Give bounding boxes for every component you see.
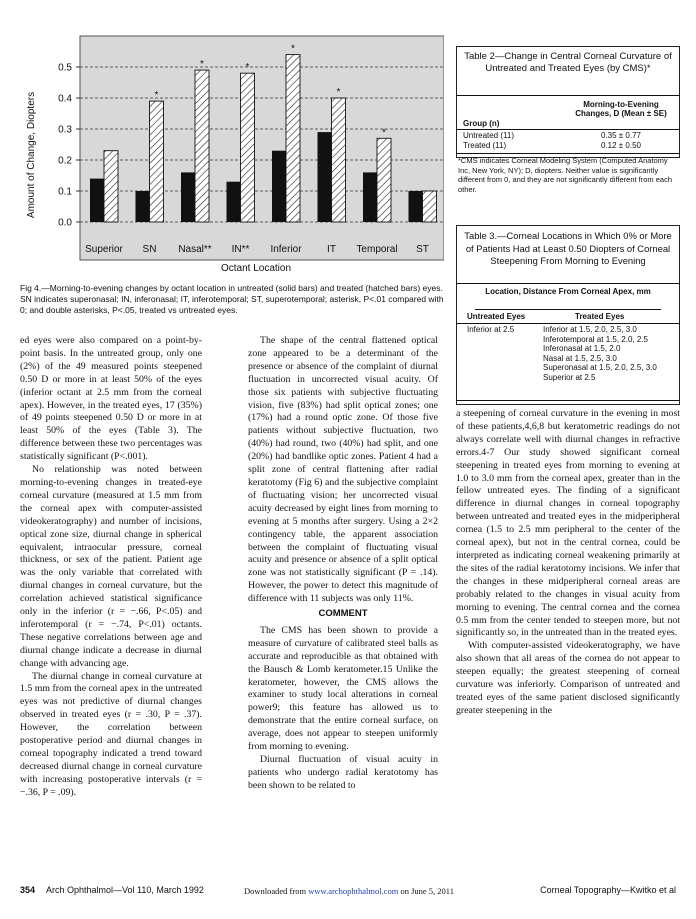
page-number: 354 [20, 885, 36, 895]
list-item: Superior at 2.5 [543, 372, 596, 382]
bar-untreated [227, 182, 241, 222]
x-tick-label: Inferior [270, 244, 302, 255]
paragraph: The diurnal change in corneal curvature at 1.5 mm from the corneal apex in the untreated eyes was not predictive of diurnal changes observed in treated eyes (r = .30, P = .37). However, the correlation between postoperative period and diurnal changes in corneal topography indicated a trend toward decreased diurnal change in corneal curvature with increasing postoperative intervals (r = −.36, P = .09). [20, 670, 202, 798]
x-tick-label: IT [327, 244, 336, 255]
table-cell: 0.35 ± 0.77 [601, 131, 641, 140]
x-tick-label: Temporal [356, 244, 398, 255]
y-tick-label: 0.2 [58, 155, 72, 167]
bar-untreated [409, 191, 423, 222]
x-tick-label: SN [142, 244, 157, 255]
paragraph: a steepening of corneal curvature in the evening in most of these patients,4,6,8 but keratometric readings do not always correlate well with diurnal changes in refractive errors.4-7 Our study showed significant corneal steepening in treated eyes from morning to evening at 1.0 to 3.0 mm from the corneal apex, greater than in the fellow untreated eyes. The finding of a significant difference in diurnal changes in corneal topography between untreated and treated eyes in the midperipheral cornea (1.5 to 2.5 mm peripheral to the center of the corneal apex), but not in the central cornea, could be interpreted as indicating corneal weakening primarily at the sites of the radial keratotomy incisions. We infer that the changes in these midperipheral corneal areas are probably related to the changes in visual acuity from morning to evening. The central cornea and the cornea 0.5 mm from the center tended to steepen more, but not significantly so, in the untreated than in the treated eyes. [456, 408, 680, 639]
table-3-col1-header: Untreated Eyes [467, 312, 526, 321]
table-3 [456, 225, 680, 405]
bar-treated [286, 55, 300, 222]
paragraph: ed eyes were also compared on a point-by-point basis. In the untreated group, only one (2%) of the 49 measured points steepened 0.50 D or more in at least 50% of the eyes (inferior octant at 2.5 mm from the corneal apex). However, in the treated eyes, 17 (35%) of 49 points steepened 0.50 D or more in at least 50% of the eyes (Table 3). The difference between these two percentages was statistically significant (P<.001). [20, 335, 202, 463]
bar-untreated [272, 151, 286, 222]
y-tick-label: 0.1 [58, 186, 72, 198]
table-cell: Treated (11) [463, 141, 507, 150]
bar-treated [423, 191, 437, 222]
x-axis-label: Octant Location [220, 263, 292, 274]
body-column-3 [456, 408, 680, 718]
x-tick-label: IN** [231, 244, 250, 255]
y-axis-label: Amount of Change, Diopters [26, 91, 37, 219]
table-2-title: Table 2—Change in Central Corneal Curvature of Untreated and Treated Eyes (by CMS)* [464, 51, 672, 74]
bar-untreated [136, 191, 150, 222]
figure-caption: Fig 4.—Morning-to-evening changes by octant location in untreated (solid bars) and treated (hatched bars) eyes. SN indicates superonasal; IN, inferonasal; IT, inferotemporal; ST, superotemporal; asterisk, P<.01 compared with 0; and double asterisks, P<.05, treated vs untreated eyes. [20, 283, 444, 315]
x-tick-label: Superior [85, 244, 123, 255]
x-tick-label: Nasal** [178, 244, 212, 255]
bar-treated [195, 70, 209, 222]
significance-asterisk: * [154, 90, 159, 102]
paragraph: The shape of the central flattened optical zone appeared to be a determinant of the presence or absence of the complaint of diurnal fluctuation in uncorrected visual acuity. Of those six patients with subjective fluctuating vision, five (83%) had split optical zones; one (17%) had a round optic zone. Of those five patients without subjective fluctuation, two (40%) had round, two (40%) had split, and one (20%) had bandlike optic zones. Patient 4 had a split zone of central flattening after radial keratotomy (Fig 6) and the subjective complaint of fluctuating vision; her uncorrected visual acuity decreased by eight lines from morning to evening at 5 months after surgery. Using a 2×2 contingency table, the apparent association between the complaint of fluctuating visual acuity and presence or absence of a split optical zone was not statistically significant (P = .14). However, the power to detect this magnitude of difference with 11 subjects was only 11%. [248, 335, 438, 605]
table-3-treated-list [543, 325, 673, 383]
list-item: Nasal at 1.5, 2.5, 3.0 [543, 353, 617, 363]
significance-asterisk: * [382, 127, 386, 139]
table-2-footnote: *CMS indicates Corneal Modeling System (Computed Anatomy Inc, New York, NY); D, diopters. Neither value is significantly different from 0, and they are not significantly different from each other. [458, 156, 673, 194]
y-tick-label: 0.3 [58, 124, 72, 136]
table-cell: Untreated (11) [463, 131, 514, 140]
bar-treated [377, 138, 391, 222]
bar-treated [104, 151, 118, 222]
section-heading: COMMENT [318, 608, 368, 620]
list-item: Inferotemporal at 1.5, 2.0, 2.5 [543, 334, 648, 344]
bar-untreated [363, 172, 377, 222]
body-column-2 [248, 335, 438, 793]
y-tick-label: 0.4 [58, 93, 72, 105]
table-3-title: Table 3.—Corneal Locations in Which 0% or More of Patients Had at Least 0.50 Diopters of Corneal Steepening From Morning to Evening [464, 230, 672, 267]
significance-asterisk: * [200, 59, 204, 71]
download-link[interactable]: www.archophthalmol.com [308, 886, 399, 896]
table-3-col2-header: Treated Eyes [575, 312, 625, 321]
table-row [463, 131, 514, 151]
list-item: Inferonasal at 1.5, 2.0 [543, 344, 621, 354]
significance-asterisk: * [291, 43, 295, 55]
y-tick-label: 0.5 [58, 62, 72, 74]
table-2-col2-header: Morning-to-Evening Changes, D (Mean ± SE) [575, 100, 667, 118]
list-item: Superonasal at 1.5, 2.0, 2.5, 3.0 [543, 363, 657, 373]
bar-treated [150, 101, 164, 222]
bar-treated [241, 73, 255, 222]
body-column-1 [20, 335, 202, 800]
table-2 [456, 46, 680, 158]
y-tick-label: 0.0 [58, 217, 72, 229]
bar-untreated [90, 179, 104, 222]
table-cell: Inferior at 2.5 [467, 325, 515, 334]
download-notice [244, 886, 454, 896]
table-3-group-header: Location, Distance From Corneal Apex, mm [485, 287, 651, 296]
download-suffix: on June 5, 2011 [398, 886, 454, 896]
paragraph: Diurnal fluctuation of visual acuity in patients who undergo radial keratotomy has been shown to be related to [248, 754, 438, 791]
bar-treated [332, 98, 346, 222]
paragraph: No relationship was noted between morning-to-evening changes in treated-eye corneal curvature (measured at 1.5 mm from the corneal apex with computer-assisted videokeratography) and number of incisions, optical zone size, diurnal change in spherical equivalent, intraocular pressure, corneal thickness, or sex of the patient. Patient age was the only variable that correlated with diurnal changes in corneal curvature, but the correlation achieved statistical significance only in the inferior (r = −.66, P<.05) and inferotemporal (r = −.74, P<.01) octants. These negative correlations between age and diurnal change indicate a decrease in diurnal change with advancing age. [20, 464, 202, 669]
page-footer [20, 885, 676, 899]
paragraph: With computer-assisted videokeratography, we have also shown that all areas of the cornea do not appear to steepen equally; the greatest steepening of corneal curvature was inferiorly. Comparison of untreated and treated eyes of the same patient disclosed significantly greater steepening in the [456, 640, 680, 716]
significance-asterisk: * [336, 87, 341, 98]
paragraph: The CMS has been shown to provide a measure of curvature of calibrated steel balls as accurate and reproducible as that obtained with the Bausch & Lomb keratometer.15 Unlike the keratometer, however, the CMS allows the examiner to study local alterations in corneal power9; this feature has allowed us to demonstrate that the entire corneal surface, on average, does not appear to steepen uniformly from morning to evening. [248, 624, 438, 753]
bar-untreated [181, 172, 195, 222]
list-item: Inferior at 1.5, 2.0, 2.5, 3.0 [543, 325, 637, 334]
download-prefix: Downloaded from [244, 886, 309, 896]
table-row [581, 131, 661, 151]
table-2-col1-header: Group (n) [463, 119, 500, 128]
bar-untreated [318, 132, 332, 222]
x-tick-label: ST [416, 244, 429, 255]
significance-asterisk: * [245, 62, 250, 74]
journal-citation: Arch Ophthalmol—Vol 110, March 1992 [46, 885, 204, 895]
table-cell: 0.12 ± 0.50 [601, 141, 641, 150]
running-title: Corneal Topography—Kwitko et al [540, 885, 676, 895]
figure-4-bar-chart [14, 30, 444, 285]
